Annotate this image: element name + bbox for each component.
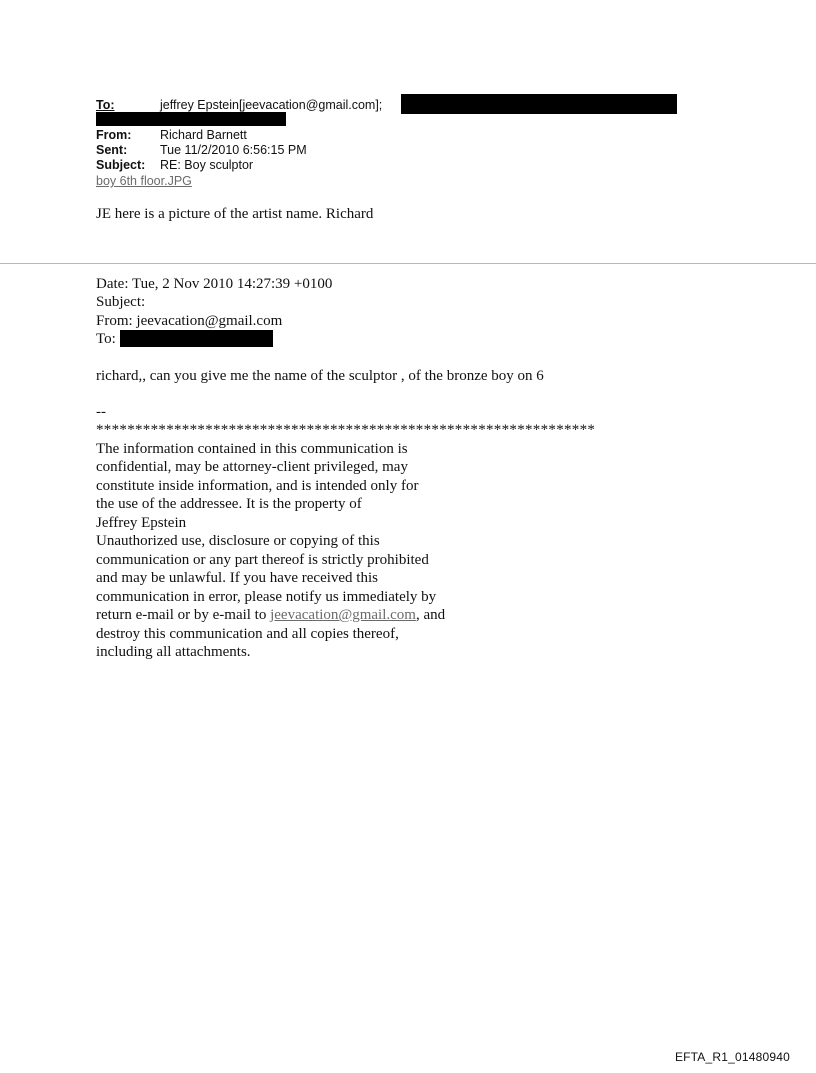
from-row — [96, 128, 247, 143]
disclaimer-line: Unauthorized use, disclosure or copying of this — [96, 533, 380, 549]
subject-label: Subject: — [96, 158, 146, 172]
disclaimer-line: the use of the addressee. It is the property of — [96, 496, 362, 512]
document-id: EFTA_R1_01480940 — [674, 1050, 790, 1064]
from-label: From: — [96, 128, 132, 142]
disclaimer-return-line — [96, 606, 445, 624]
disclaimer-line: including all attachments. — [96, 644, 251, 660]
to-label: To: — [96, 98, 115, 112]
signature-dash: -- — [96, 404, 106, 420]
attachment-link[interactable]: boy 6th floor.JPG — [96, 174, 192, 188]
quoted-subject: Subject: — [96, 294, 146, 310]
disclaimer-line: destroy this communication and all copies thereof, — [96, 626, 399, 642]
from-value: Richard Barnett — [160, 128, 247, 142]
signature-stars: **************************************************************** — [96, 422, 596, 438]
redaction-block — [120, 330, 273, 347]
sent-value: Tue 11/2/2010 6:56:15 PM — [160, 143, 307, 157]
sent-row — [96, 143, 307, 158]
quoted-to: To: — [96, 331, 116, 347]
reply-body: JE here is a picture of the artist name. Richard — [96, 206, 374, 222]
return-line-suffix: , and — [415, 607, 446, 623]
redaction-block — [401, 94, 677, 114]
subject-row — [96, 158, 253, 173]
return-line-prefix: return e-mail or by e-mail to — [96, 607, 271, 623]
disclaimer-line: The information contained in this communication is — [96, 441, 408, 457]
disclaimer-line: confidential, may be attorney-client privileged, may — [96, 459, 408, 475]
disclaimer-line: constitute inside information, and is intended only for — [96, 478, 419, 494]
sent-label: Sent: — [96, 143, 128, 157]
quoted-message: richard,, can you give me the name of the sculptor , of the bronze boy on 6 — [96, 368, 544, 384]
quoted-from: From: jeevacation@gmail.com — [96, 313, 283, 329]
disclaimer-line: communication in error, please notify us immediately by — [96, 589, 437, 605]
to-row — [96, 98, 382, 113]
disclaimer-line: communication or any part thereof is strictly prohibited — [96, 552, 429, 568]
to-value: jeffrey Epstein[jeevacation@gmail.com]; — [160, 98, 383, 112]
disclaimer-line: and may be unlawful. If you have received this — [96, 570, 378, 586]
quoted-date: Date: Tue, 2 Nov 2010 14:27:39 +0100 — [96, 276, 333, 292]
divider — [0, 263, 816, 264]
redaction-block — [96, 112, 286, 126]
subject-value: RE: Boy sculptor — [160, 158, 254, 172]
email-link[interactable]: jeevacation@gmail.com — [270, 607, 416, 623]
disclaimer-line: Jeffrey Epstein — [96, 515, 187, 531]
